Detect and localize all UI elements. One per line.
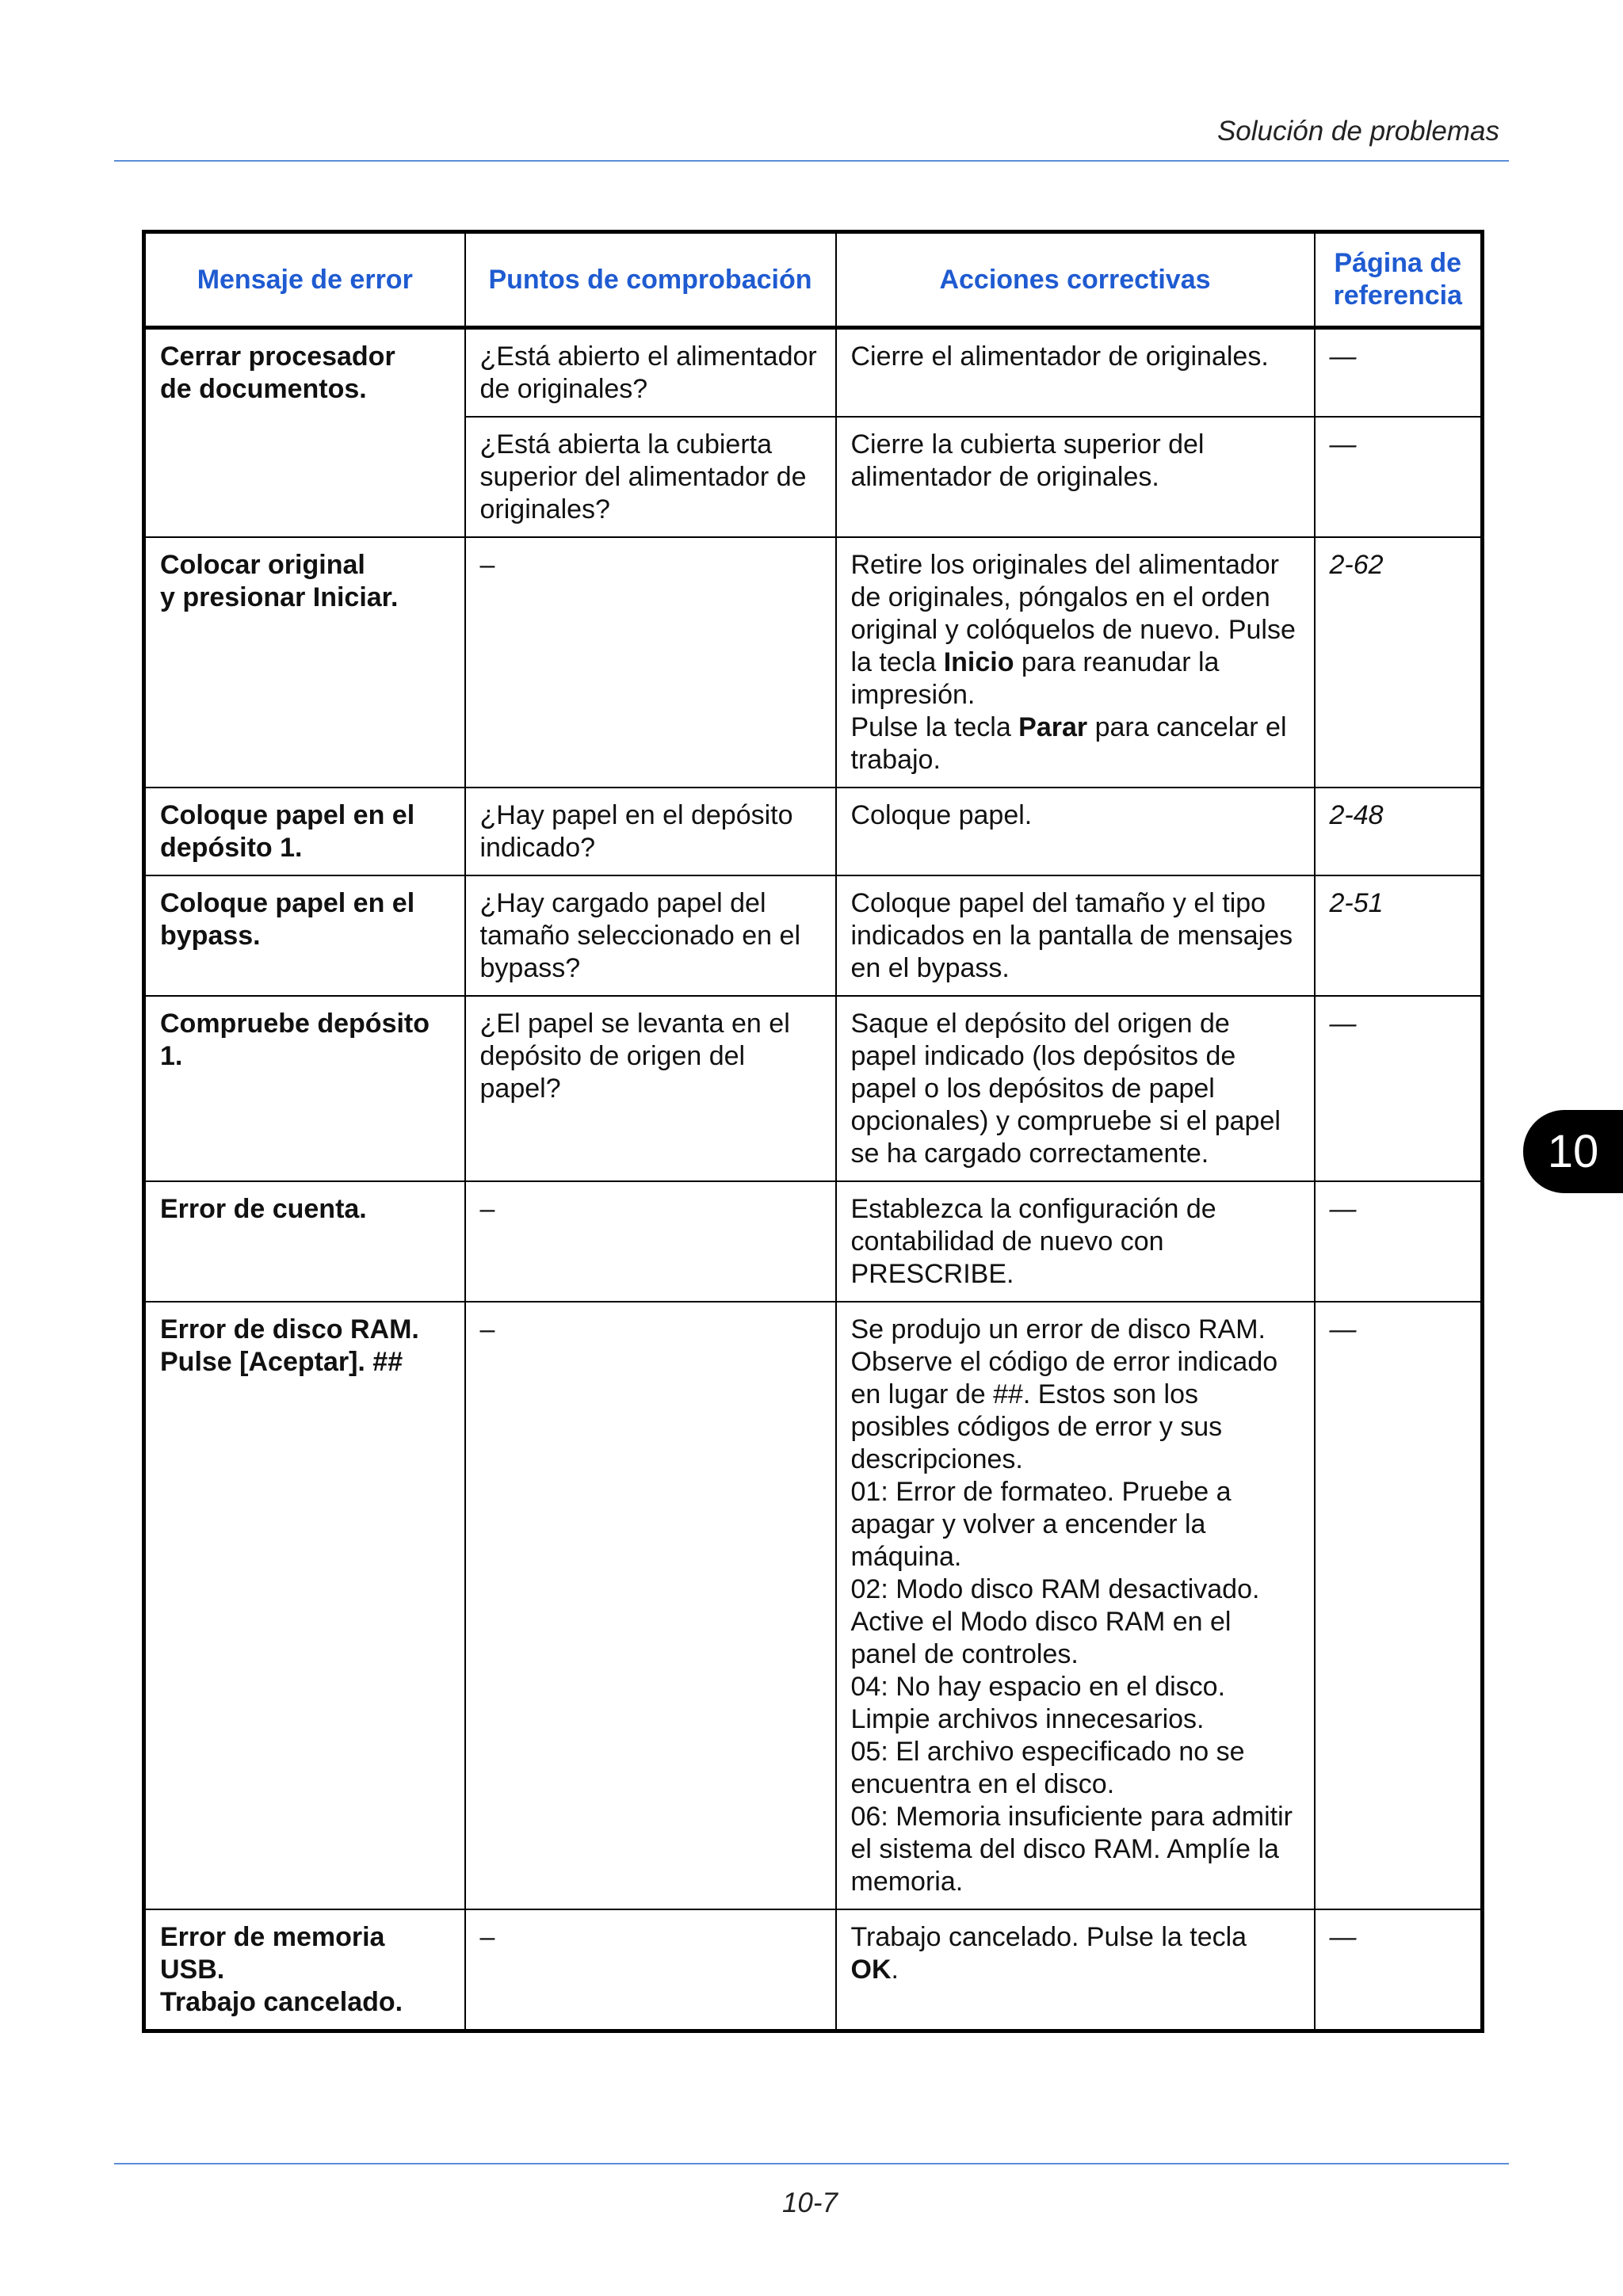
text-run: . [891,1955,899,1985]
corrective-action-line: opcionales) y compruebe si el papel [850,1106,1281,1136]
error-message-cell [144,875,465,996]
corrective-action-line: apagar y volver a encender la [850,1509,1206,1539]
error-message-line: Error de memoria [160,1922,385,1952]
corrective-action-cell [836,1302,1315,1909]
table-body [144,328,1483,2031]
check-point-line: – [479,1922,495,1952]
text-run: la tecla [850,647,944,677]
corrective-action-line [851,646,1306,679]
corrective-action-line: indicados en la pantalla de mensajes [850,921,1293,951]
error-message-line: Trabajo cancelado. [160,1987,403,2017]
corrective-action-cell [836,1909,1315,2031]
corrective-action-cell [836,875,1315,996]
check-point-line: originales? [479,494,610,524]
check-point-cell [465,996,836,1181]
header-label: Puntos de comprobación [488,264,812,295]
page-reference-cell [1315,328,1483,418]
corrective-action-line: 02: Modo disco RAM desactivado. [850,1574,1260,1604]
page-reference-cell [1315,417,1483,537]
error-message-line: USB. [160,1955,225,1985]
corrective-action-cell [836,788,1315,875]
page-reference-cell [1315,1302,1483,1909]
page-reference-cell [1315,875,1483,996]
page-number: 10-7 [781,2187,838,2218]
error-message-line: de documentos. [160,374,367,404]
text-run: para cancelar el [1087,712,1287,742]
corrective-action-cell [836,328,1315,418]
corrective-action-cell [836,537,1315,788]
corrective-action-line: 05: El archivo especificado no se [850,1737,1245,1767]
header-label: referencia [1333,280,1463,311]
check-point-line: ¿Hay cargado papel del [479,888,766,918]
column-header-corrective-actions [836,232,1315,328]
corrective-action-line: papel o los depósitos de papel [850,1074,1215,1104]
corrective-action-line: 06: Memoria insuficiente para admitir [850,1802,1293,1832]
error-message-line: y presionar Iniciar. [160,582,399,612]
text-run: Pulse la tecla [850,712,1019,742]
check-point-cell [465,1909,836,2031]
corrective-action-cell [836,996,1315,1181]
table-row [144,1181,1483,1302]
error-message-cell [144,996,465,1181]
column-header-check-points [465,232,836,328]
corrective-action-line: en lugar de ##. Estos son los [850,1379,1198,1409]
error-message-line: Cerrar procesador [160,341,395,372]
corrective-action-line: Active el Modo disco RAM en el [850,1607,1232,1637]
corrective-action-line: posibles códigos de error y sus [850,1412,1223,1442]
corrective-action-line: contabilidad de nuevo con [850,1226,1164,1257]
corrective-action-line: Coloque papel del tamaño y el tipo [850,888,1266,918]
page-reference-text: 2-48 [1329,800,1384,830]
check-point-cell [465,537,836,788]
corrective-action-line [851,711,1306,744]
key-name-text: Inicio [943,647,1014,677]
table-row [144,537,1483,788]
corrective-action-line: Se produjo un error de disco RAM. [850,1314,1266,1344]
error-message-line: Colocar original [160,550,365,580]
corrective-action-line: Establezca la configuración de [850,1194,1216,1224]
corrective-action-line: trabajo. [850,745,941,775]
check-point-line: superior del alimentador de [479,462,807,492]
chapter-tab-label: 10 [1547,1126,1599,1177]
check-point-line: – [479,1194,495,1224]
page-reference-cell [1315,996,1483,1181]
corrective-action-line: memoria. [850,1867,964,1897]
column-header-error-message [144,232,465,328]
page-reference-text: — [1329,1009,1357,1039]
corrective-action-line: 04: No hay espacio en el disco. [850,1672,1226,1702]
header-row [144,232,1483,328]
corrective-action-line: Cierre el alimentador de originales. [850,341,1269,372]
troubleshooting-table [142,230,1484,2033]
error-message-line: 1. [160,1041,183,1071]
table-row [144,1302,1483,1909]
key-name-text: Parar [1018,712,1088,742]
footer-rule [114,2163,1509,2164]
running-header-title: Solución de problemas [1216,116,1499,147]
page-reference-text: — [1329,1194,1357,1224]
corrective-action-cell [836,417,1315,537]
table-header [144,232,1483,328]
header-label: Página de [1334,248,1462,278]
error-message-cell [144,1909,465,2031]
check-point-line: bypass? [479,953,581,983]
page-reference-text: 2-62 [1329,550,1384,580]
corrective-action-line: encuentra en el disco. [850,1769,1115,1799]
check-point-cell [465,328,836,418]
error-message-line: Error de disco RAM. [160,1314,419,1344]
corrective-action-line: Limpie archivos innecesarios. [850,1704,1205,1734]
check-point-line: de originales? [479,374,648,404]
check-point-line: tamaño seleccionado en el [479,921,800,951]
corrective-action-line: en el bypass. [850,953,1010,983]
corrective-action-line: original y colóquelos de nuevo. Pulse [850,615,1296,645]
corrective-action-line: máquina. [850,1542,962,1572]
corrective-action-line: Trabajo cancelado. Pulse la tecla [850,1922,1247,1952]
error-message-line: Coloque papel en el [160,888,415,918]
corrective-action-line [851,1954,1306,1986]
check-point-line: indicado? [479,833,596,863]
error-message-cell [144,1181,465,1302]
error-message-cell [144,1302,465,1909]
corrective-action-line: Cierre la cubierta superior del [850,429,1205,460]
corrective-action-line: descripciones. [850,1444,1023,1474]
error-message-cell [144,328,465,538]
header-label: Acciones correctivas [939,264,1211,295]
table-row [144,875,1483,996]
header-rule [114,160,1509,162]
text-run: para reanudar la [1014,647,1220,677]
check-point-line: – [479,1314,495,1344]
table-row [144,788,1483,875]
corrective-action-line: Saque el depósito del origen de [850,1009,1230,1039]
page-reference-text: — [1329,1314,1357,1344]
check-point-cell [465,1181,836,1302]
table-row [144,1909,1483,2031]
page-reference-cell [1315,788,1483,875]
table-row [144,328,1483,418]
corrective-action-line: Coloque papel. [850,800,1033,830]
page-reference-text: — [1329,429,1357,460]
corrective-action-line: alimentador de originales. [850,462,1159,492]
column-header-page-reference [1315,232,1483,328]
table-row [144,996,1483,1181]
corrective-action-line: 01: Error de formateo. Pruebe a [850,1477,1232,1507]
corrective-action-line: panel de controles. [850,1639,1079,1669]
check-point-cell [465,1302,836,1909]
page-reference-cell [1315,1909,1483,2031]
error-message-cell [144,788,465,875]
page-reference-text: — [1329,1922,1357,1952]
error-message-line: Coloque papel en el [160,800,415,830]
page-reference-cell [1315,1181,1483,1302]
corrective-action-line: Observe el código de error indicado [850,1347,1278,1377]
check-point-line: papel? [479,1074,561,1104]
page-reference-text: — [1329,341,1357,372]
error-message-line: depósito 1. [160,833,303,863]
check-point-cell [465,788,836,875]
error-message-cell [144,537,465,788]
check-point-line: ¿Está abierta la cubierta [479,429,773,460]
check-point-cell [465,417,836,537]
header-label: Mensaje de error [197,264,413,295]
corrective-action-cell [836,1181,1315,1302]
corrective-action-line: impresión. [850,680,976,710]
key-name-text: OK [850,1955,892,1985]
check-point-line: ¿Está abierto el alimentador [479,341,817,372]
error-message-line: Compruebe depósito [160,1009,430,1039]
error-message-line: Error de cuenta. [160,1194,367,1224]
corrective-action-line: papel indicado (los depósitos de [850,1041,1236,1071]
corrective-action-line: PRESCRIBE. [850,1259,1014,1289]
page-reference-cell [1315,537,1483,788]
page-reference-text: 2-51 [1329,888,1384,918]
check-point-line: depósito de origen del [479,1041,746,1071]
check-point-cell [465,875,836,996]
corrective-action-line: de originales, póngalos en el orden [850,582,1270,612]
check-point-line: ¿El papel se levanta en el [479,1009,790,1039]
corrective-action-line: se ha cargado correctamente. [850,1138,1209,1169]
chapter-tab [1523,1110,1623,1193]
check-point-line: – [479,550,495,580]
error-message-line: bypass. [160,921,261,951]
check-point-line: ¿Hay papel en el depósito [479,800,793,830]
corrective-action-line: Retire los originales del alimentador [850,550,1279,580]
error-message-line: Pulse [Aceptar]. ## [160,1347,403,1377]
corrective-action-line: el sistema del disco RAM. Amplíe la [850,1834,1279,1864]
